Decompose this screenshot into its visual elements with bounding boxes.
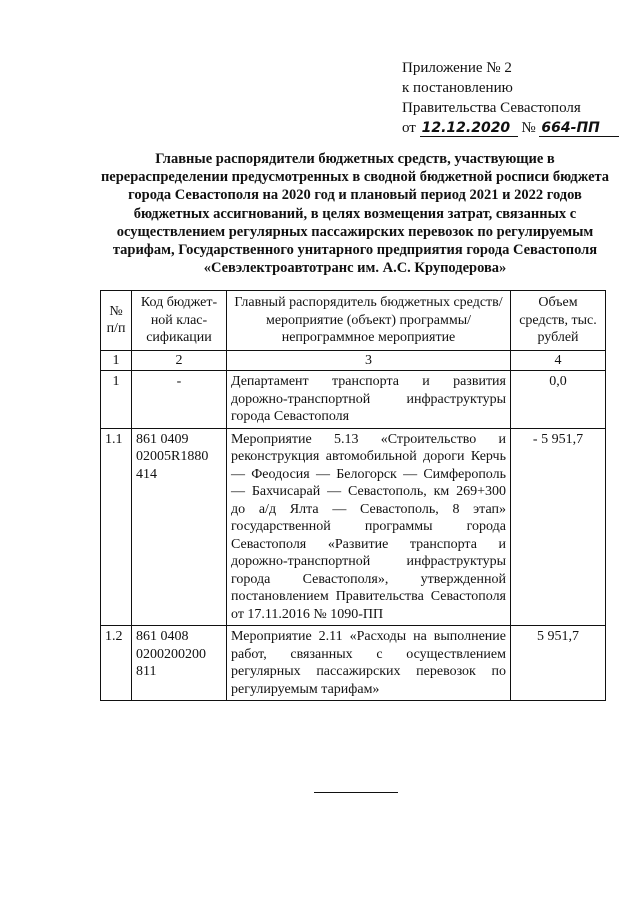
- budget-table: [100, 290, 606, 701]
- row-amount: 5 951,7: [511, 626, 606, 701]
- row-number: 1.1: [101, 428, 132, 626]
- row-number: 1: [101, 371, 132, 429]
- table-row: [101, 371, 606, 429]
- header-name: Главный распорядитель бюджетных средств/мероприятие (объект) программы/непрограммное мероприятие: [227, 291, 511, 351]
- handwritten-number: 664-ПП: [539, 120, 619, 137]
- row-name: Департамент транспорта и развития дорожно-транспортной инфраструктуры города Севастополя: [227, 371, 511, 429]
- column-number-cell: 2: [132, 350, 227, 371]
- document-title: Главные распорядители бюджетных средств, участвующие в перераспределении предусмотренных в сводной бюджетной росписи бюджета города Севастополя на 2020 год и плановый период 2021 и 2022 годов бюджетных ассигнований, в целях возмещения затрат, связанных с осуществлением регулярных пассажирских перевозок по регулируемым тарифам, Государственного унитарного предприятия города Севастополя «Севэлектроавтотранс им. А.С. Круподерова»: [100, 151, 610, 277]
- row-number: 1.2: [101, 626, 132, 701]
- row-name: Мероприятие 2.11 «Расходы на выполнение работ, связанных с осуществлением регулярных пассажирских перевозок по регулируемым тарифам»: [227, 626, 511, 701]
- row-code: 861 0408 0200200200 811: [132, 626, 227, 701]
- appendix-block: [402, 58, 619, 138]
- row-code: 861 0409 02005R1880 414: [132, 428, 227, 626]
- column-number-cell: 1: [101, 350, 132, 371]
- closing-rule: [314, 792, 398, 793]
- column-number-cell: 4: [511, 350, 606, 371]
- table-header-row: [101, 291, 606, 351]
- appendix-date-number-line: [402, 118, 619, 138]
- table-row: [101, 626, 606, 701]
- handwritten-date: 12.12.2020: [420, 120, 518, 137]
- column-number-row: [101, 350, 606, 371]
- appendix-line2: к постановлению: [402, 80, 513, 96]
- table-row: [101, 428, 606, 626]
- column-number-cell: 3: [227, 350, 511, 371]
- row-amount: 0,0: [511, 371, 606, 429]
- appendix-line1: Приложение № 2: [402, 60, 512, 76]
- row-code: -: [132, 371, 227, 429]
- header-code: Код бюджет-ной клас-сификации: [132, 291, 227, 351]
- number-label: №: [521, 120, 536, 136]
- row-amount: - 5 951,7: [511, 428, 606, 626]
- from-label: от: [402, 120, 416, 136]
- header-number: № п/п: [101, 291, 132, 351]
- row-name: Мероприятие 5.13 «Строительство и реконструкция автомобильной дороги Керчь — Феодосия — Белогорск — Симферополь — Бахчисарай — Севастополь, км 269+300 до а/д Ялта — Севастополь, 8 этап» государственной программы города Севастополя «Развитие транспорта и дорожно-транспортной инфраструктуры города Севастополя», утвержденной постановлением Правительства Севастополя от 17.11.2016 № 1090-ПП: [227, 428, 511, 626]
- header-amount: Объем средств, тыс. рублей: [511, 291, 606, 351]
- appendix-line3: Правительства Севастополя: [402, 100, 581, 116]
